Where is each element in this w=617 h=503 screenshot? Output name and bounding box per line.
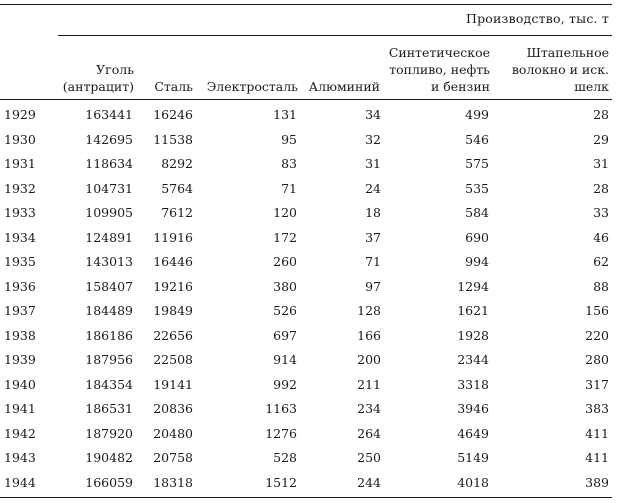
electric-steel-cell: 120 <box>273 205 297 220</box>
staple-fiber-cell: 28 <box>593 180 609 196</box>
synthetic-fuel-cell: 3946 <box>457 401 489 416</box>
table-row <box>0 202 617 227</box>
coal-cell: 184354 <box>85 376 133 392</box>
table-row <box>0 178 617 203</box>
synthetic-fuel-cell: 499 <box>465 107 489 122</box>
table-row <box>0 472 617 497</box>
synthetic-fuel-cell: 1621 <box>457 303 489 318</box>
coal-cell: 187956 <box>85 352 133 367</box>
table-row <box>0 325 617 350</box>
column-header-coal: Уголь (антрацит) <box>62 62 134 94</box>
synthetic-fuel-cell: 3318 <box>457 376 489 392</box>
steel-cell: 20480 <box>153 425 193 441</box>
synthetic-fuel-cell: 4018 <box>457 474 489 490</box>
table-row <box>0 349 617 374</box>
aluminium-cell: 97 <box>365 278 381 294</box>
year-cell: 1934 <box>4 229 36 245</box>
staple-fiber-cell: 28 <box>593 107 609 122</box>
steel-cell: 20836 <box>153 401 193 416</box>
steel-cell: 16246 <box>153 107 193 122</box>
steel-cell: 20758 <box>153 450 193 465</box>
steel-cell: 11916 <box>153 229 193 245</box>
aluminium-cell: 211 <box>357 376 381 392</box>
steel-cell: 11538 <box>153 131 193 147</box>
steel-cell: 19849 <box>153 303 193 318</box>
synthetic-fuel-cell: 4649 <box>457 425 489 441</box>
year-cell: 1937 <box>4 303 36 318</box>
aluminium-cell: 32 <box>365 131 381 147</box>
steel-cell: 22508 <box>153 352 193 367</box>
synthetic-fuel-cell: 690 <box>465 229 489 245</box>
column-header-electric-steel: Электросталь <box>206 79 298 94</box>
electric-steel-cell: 172 <box>273 229 297 245</box>
steel-cell: 8292 <box>161 156 193 171</box>
steel-cell: 7612 <box>161 205 193 220</box>
staple-fiber-cell: 383 <box>585 401 609 416</box>
column-header-steel: Сталь <box>154 79 193 94</box>
year-cell: 1940 <box>4 376 36 392</box>
staple-fiber-cell: 389 <box>585 474 609 490</box>
table-row <box>0 129 617 154</box>
coal-cell: 184489 <box>85 303 133 318</box>
coal-cell: 118634 <box>85 156 133 171</box>
table-row <box>0 104 617 129</box>
year-cell: 1939 <box>4 352 36 367</box>
steel-cell: 16446 <box>153 254 193 269</box>
electric-steel-cell: 526 <box>273 303 297 318</box>
aluminium-cell: 234 <box>357 401 381 416</box>
coal-cell: 143013 <box>85 254 133 269</box>
coal-cell: 104731 <box>85 180 133 196</box>
year-cell: 1943 <box>4 450 36 465</box>
aluminium-cell: 18 <box>365 205 381 220</box>
electric-steel-cell: 528 <box>273 450 297 465</box>
table-top-rule <box>0 4 612 5</box>
electric-steel-cell: 697 <box>273 327 297 343</box>
staple-fiber-cell: 88 <box>593 278 609 294</box>
aluminium-cell: 31 <box>365 156 381 171</box>
table-row <box>0 374 617 399</box>
staple-fiber-cell: 156 <box>585 303 609 318</box>
year-cell: 1944 <box>4 474 36 490</box>
year-cell: 1931 <box>4 156 36 171</box>
coal-cell: 190482 <box>85 450 133 465</box>
column-header-synthetic-fuel: Синтетическое топливо, нефть и бензин <box>388 45 490 94</box>
coal-cell: 158407 <box>85 278 133 294</box>
year-cell: 1930 <box>4 131 36 147</box>
aluminium-cell: 200 <box>357 352 381 367</box>
aluminium-cell: 250 <box>357 450 381 465</box>
coal-cell: 163441 <box>85 107 133 122</box>
table-row <box>0 398 617 423</box>
table-row <box>0 227 617 252</box>
aluminium-cell: 24 <box>365 180 381 196</box>
table-row <box>0 153 617 178</box>
year-cell: 1942 <box>4 425 36 441</box>
staple-fiber-cell: 29 <box>593 131 609 147</box>
year-cell: 1941 <box>4 401 36 416</box>
synthetic-fuel-cell: 575 <box>465 156 489 171</box>
electric-steel-cell: 1276 <box>265 425 297 441</box>
year-cell: 1938 <box>4 327 36 343</box>
electric-steel-cell: 1163 <box>265 401 297 416</box>
synthetic-fuel-cell: 2344 <box>457 352 489 367</box>
synthetic-fuel-cell: 535 <box>465 180 489 196</box>
synthetic-fuel-cell: 1928 <box>457 327 489 343</box>
aluminium-cell: 264 <box>357 425 381 441</box>
year-cell: 1935 <box>4 254 36 269</box>
steel-cell: 19141 <box>153 376 193 392</box>
steel-cell: 18318 <box>153 474 193 490</box>
year-cell: 1929 <box>4 107 36 122</box>
coal-cell: 187920 <box>85 425 133 441</box>
electric-steel-cell: 71 <box>281 180 297 196</box>
coal-cell: 186531 <box>85 401 133 416</box>
header-bottom-rule <box>0 99 612 100</box>
staple-fiber-cell: 411 <box>585 450 609 465</box>
year-cell: 1933 <box>4 205 36 220</box>
steel-cell: 5764 <box>161 180 193 196</box>
aluminium-cell: 128 <box>357 303 381 318</box>
staple-fiber-cell: 33 <box>593 205 609 220</box>
table-row <box>0 447 617 472</box>
electric-steel-cell: 260 <box>273 254 297 269</box>
steel-cell: 22656 <box>153 327 193 343</box>
electric-steel-cell: 992 <box>273 376 297 392</box>
electric-steel-cell: 1512 <box>265 474 297 490</box>
super-header-rule <box>58 35 612 36</box>
coal-cell: 186186 <box>85 327 133 343</box>
aluminium-cell: 244 <box>357 474 381 490</box>
staple-fiber-cell: 317 <box>585 376 609 392</box>
aluminium-cell: 71 <box>365 254 381 269</box>
super-header: Производство, тыс. т <box>466 11 609 26</box>
coal-cell: 166059 <box>85 474 133 490</box>
coal-cell: 109905 <box>85 205 133 220</box>
year-cell: 1932 <box>4 180 36 196</box>
year-cell: 1936 <box>4 278 36 294</box>
synthetic-fuel-cell: 5149 <box>457 450 489 465</box>
electric-steel-cell: 914 <box>273 352 297 367</box>
synthetic-fuel-cell: 994 <box>465 254 489 269</box>
electric-steel-cell: 380 <box>273 278 297 294</box>
table-bottom-rule <box>0 497 612 498</box>
aluminium-cell: 166 <box>357 327 381 343</box>
electric-steel-cell: 83 <box>281 156 297 171</box>
staple-fiber-cell: 411 <box>585 425 609 441</box>
column-header-aluminium: Алюминий <box>308 79 380 94</box>
coal-cell: 142695 <box>85 131 133 147</box>
table-row <box>0 251 617 276</box>
staple-fiber-cell: 31 <box>593 156 609 171</box>
staple-fiber-cell: 46 <box>593 229 609 245</box>
aluminium-cell: 34 <box>365 107 381 122</box>
aluminium-cell: 37 <box>365 229 381 245</box>
synthetic-fuel-cell: 1294 <box>457 278 489 294</box>
table-row <box>0 300 617 325</box>
column-header-staple-fiber: Штапельное волокно и иск. шелк <box>511 45 609 94</box>
electric-steel-cell: 131 <box>273 107 297 122</box>
staple-fiber-cell: 220 <box>585 327 609 343</box>
steel-cell: 19216 <box>153 278 193 294</box>
synthetic-fuel-cell: 584 <box>465 205 489 220</box>
staple-fiber-cell: 280 <box>585 352 609 367</box>
electric-steel-cell: 95 <box>281 131 297 147</box>
synthetic-fuel-cell: 546 <box>465 131 489 147</box>
coal-cell: 124891 <box>85 229 133 245</box>
table-row <box>0 423 617 448</box>
table-row <box>0 276 617 301</box>
staple-fiber-cell: 62 <box>593 254 609 269</box>
